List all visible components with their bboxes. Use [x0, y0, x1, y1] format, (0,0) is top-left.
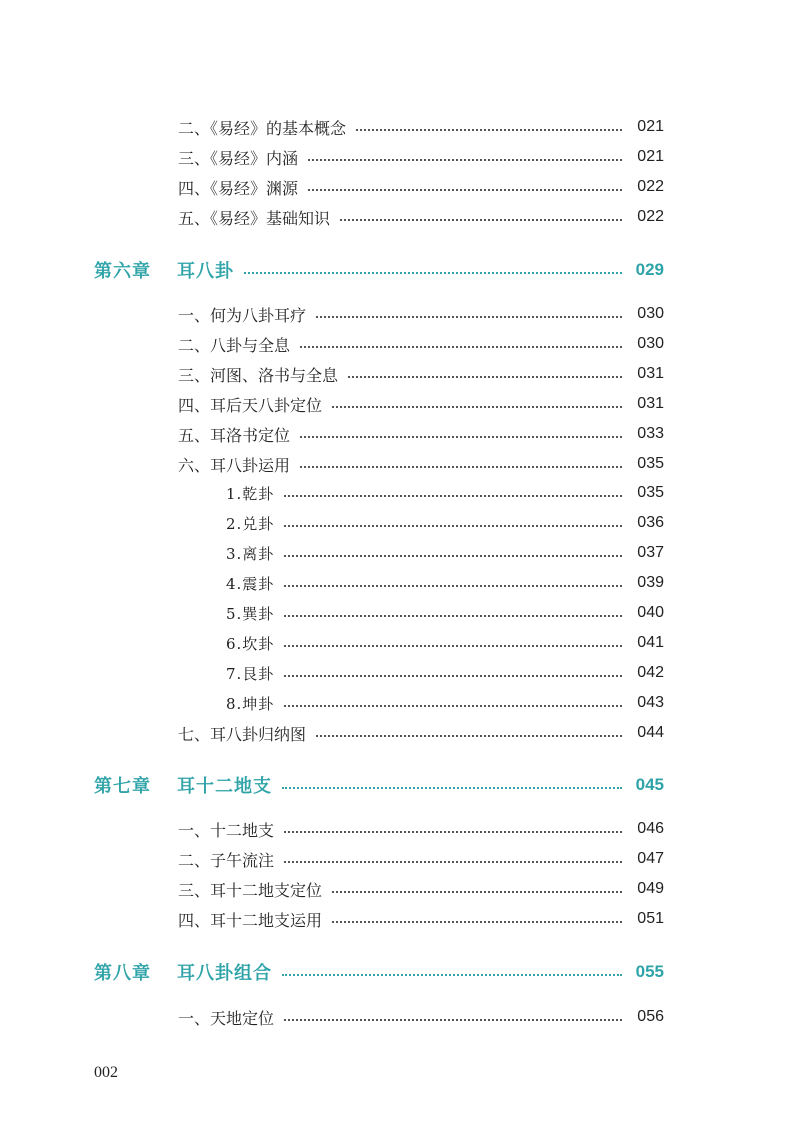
toc-entry-label: 一、天地定位 [178, 1008, 275, 1028]
toc-section-entry [178, 174, 664, 200]
toc-section-entry [178, 144, 664, 170]
toc-section-entry [178, 421, 664, 447]
toc-entry-label: 二、八卦与全息 [178, 335, 291, 355]
toc-section-entry [178, 906, 664, 932]
chapter-number: 第七章 [94, 776, 151, 797]
chapter-number: 第六章 [94, 261, 151, 282]
toc-page-number: 039 [637, 574, 664, 591]
toc-page-number: 040 [637, 604, 664, 621]
toc-chapter-entry [94, 257, 664, 283]
dot-leader [316, 316, 622, 318]
toc-subsection-entry [226, 570, 664, 596]
toc-section-entry [178, 361, 664, 387]
dot-leader [332, 891, 622, 893]
toc-entry-label: 一、十二地支 [178, 820, 275, 840]
dot-leader [300, 436, 622, 438]
toc-page-number: 051 [637, 910, 664, 927]
toc-page-number: 056 [637, 1008, 664, 1025]
chapter-title: 耳十二地支 [177, 776, 272, 797]
dot-leader [284, 495, 622, 497]
toc-entry-label [94, 772, 272, 798]
toc-subsection-entry [226, 690, 664, 716]
toc-page-number: 042 [637, 664, 664, 681]
dot-leader [316, 735, 622, 737]
dot-leader [284, 675, 622, 677]
toc-page-number: 047 [637, 850, 664, 867]
toc-page-number: 030 [637, 305, 664, 322]
dot-leader [244, 272, 622, 274]
chapter-title: 耳八卦组合 [177, 963, 272, 984]
toc-page-number: 022 [637, 178, 664, 195]
toc-section-entry [178, 876, 664, 902]
toc-page-number: 055 [635, 962, 664, 981]
toc-section-entry [178, 301, 664, 327]
toc-entry-label: 2.兑卦 [226, 514, 275, 533]
toc-entry-label: 8.坤卦 [226, 694, 275, 713]
toc-entry-label [94, 959, 272, 985]
dot-leader [332, 921, 622, 923]
toc-entry-label: 6.坎卦 [226, 634, 275, 653]
toc-page-number: 045 [635, 775, 664, 794]
toc-entry-label: 3.离卦 [226, 544, 275, 563]
toc-page-number: 035 [637, 484, 664, 501]
toc-page-number: 035 [637, 455, 664, 472]
toc-section-entry [178, 391, 664, 417]
toc-page-number: 021 [637, 118, 664, 135]
toc-entry-label: 四、耳后天八卦定位 [178, 395, 323, 415]
dot-leader [284, 705, 622, 707]
dot-leader [284, 585, 622, 587]
dot-leader [348, 376, 622, 378]
toc-section-entry [178, 1004, 664, 1030]
toc-subsection-entry [226, 660, 664, 686]
toc-page-number: 029 [635, 260, 664, 279]
toc-subsection-entry [226, 540, 664, 566]
dot-leader [308, 189, 622, 191]
toc-entry-label: 二、《易经》的基本概念 [178, 118, 347, 138]
toc-entry-label: 三、《易经》内涵 [178, 148, 299, 168]
chapter-number: 第八章 [94, 963, 151, 984]
dot-leader [300, 466, 622, 468]
toc-page-number: 037 [637, 544, 664, 561]
toc-page-number: 041 [637, 634, 664, 651]
toc-section-entry [178, 720, 664, 746]
dot-leader [340, 219, 622, 221]
dot-leader [308, 159, 622, 161]
toc-subsection-entry [226, 480, 664, 506]
toc-entry-label: 5.巽卦 [226, 604, 275, 623]
dot-leader [284, 555, 622, 557]
toc-page-number: 030 [637, 335, 664, 352]
toc-page-number: 022 [637, 208, 664, 225]
toc-section-entry [178, 114, 664, 140]
toc-entry-label: 四、《易经》渊源 [178, 178, 299, 198]
dot-leader [282, 974, 622, 976]
toc-subsection-entry [226, 630, 664, 656]
toc-entry-label: 七、耳八卦归纳图 [178, 724, 307, 744]
toc-page-number: 031 [637, 365, 664, 382]
toc-page-number: 044 [637, 724, 664, 741]
page-number: 002 [94, 1064, 118, 1081]
toc-chapter-entry [94, 772, 664, 798]
toc-subsection-entry [226, 510, 664, 536]
dot-leader [284, 861, 622, 863]
toc-page-number: 046 [637, 820, 664, 837]
toc-entry-label: 7.艮卦 [226, 664, 275, 683]
toc-page-number: 043 [637, 694, 664, 711]
dot-leader [284, 831, 622, 833]
toc-section-entry [178, 846, 664, 872]
toc-entry-label: 三、河图、洛书与全息 [178, 365, 339, 385]
toc-section-entry [178, 816, 664, 842]
toc-section-entry [178, 204, 664, 230]
dot-leader [284, 645, 622, 647]
toc-section-entry [178, 451, 664, 477]
toc-entry-label: 4.震卦 [226, 574, 275, 593]
toc-section-entry [178, 331, 664, 357]
dot-leader [284, 615, 622, 617]
dot-leader [356, 129, 622, 131]
toc-entry-label: 四、耳十二地支运用 [178, 910, 323, 930]
toc-chapter-entry [94, 959, 664, 985]
toc-entry-label: 一、何为八卦耳疗 [178, 305, 307, 325]
dot-leader [284, 525, 622, 527]
dot-leader [332, 406, 622, 408]
toc-subsection-entry [226, 600, 664, 626]
toc-entry-label: 三、耳十二地支定位 [178, 880, 323, 900]
toc-page-number: 036 [637, 514, 664, 531]
toc-page-number: 021 [637, 148, 664, 165]
toc-page-number: 033 [637, 425, 664, 442]
chapter-title: 耳八卦 [177, 261, 234, 282]
toc-entry-label: 二、子午流注 [178, 850, 275, 870]
toc-entry-label: 五、《易经》基础知识 [178, 208, 331, 228]
toc-entry-label: 1.乾卦 [226, 484, 275, 503]
dot-leader [300, 346, 622, 348]
toc-page-number: 031 [637, 395, 664, 412]
dot-leader [282, 787, 622, 789]
toc-entry-label: 六、耳八卦运用 [178, 455, 291, 475]
toc-page-number: 049 [637, 880, 664, 897]
toc-entry-label [94, 257, 234, 283]
toc-entry-label: 五、耳洛书定位 [178, 425, 291, 445]
dot-leader [284, 1019, 622, 1021]
